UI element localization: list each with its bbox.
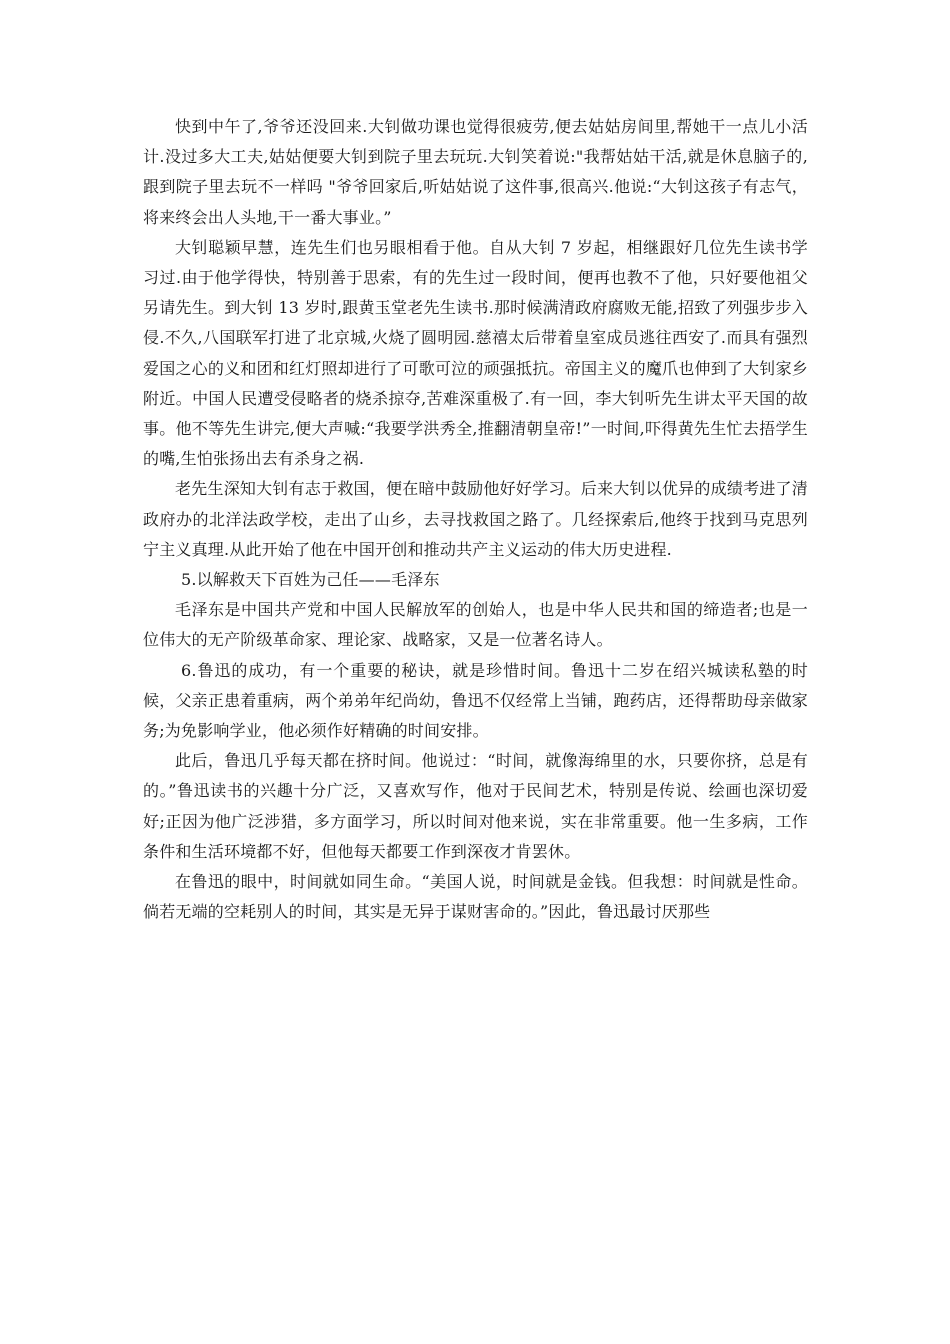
paragraph-lu-xun-squeeze-time: 此后，鲁迅几乎每天都在挤时间。他说过：“时间，就像海绵里的水，只要你挤，总是有的。”鲁迅读书的兴趣十分广泛，又喜欢写作，他对于民间艺术，特别是传说、绘画也深切爱好;正因为他广泛涉猎，多方面学习，所以时间对他来说，实在非常重要。他一生多病，工作条件和生活环境都不好，但他每天都要工作到深夜才肯罢休。 bbox=[143, 751, 808, 861]
paragraph-dazhao-marxism: 老先生深知大钊有志于救国，便在暗中鼓励他好好学习。后来大钊以优异的成绩考进了清政府办的北洋法政学校，走出了山乡，去寻找救国之路了。几经探索后,他终于找到马克思列宁主义真理.从此开始了他在中国开创和推动共产主义运动的伟大历史进程. bbox=[143, 479, 808, 559]
paragraph-mao-zedong: 毛泽东是中国共产党和中国人民解放军的创始人，也是中华人民共和国的缔造者;也是一位伟大的无产阶级革命家、理论家、战略家，又是一位著名诗人。 bbox=[143, 600, 808, 650]
section-heading-mao-zedong: 5.以解救天下百姓为己任——毛泽东 bbox=[181, 570, 440, 590]
paragraph-grandpa-returns: 快到中午了,爷爷还没回来.大钊做功课也觉得很疲劳,便去姑姑房间里,帮她干一点儿小活计.没过多大工夫,姑姑便要大钊到院子里去玩玩.大钊笑着说:"我帮姑姑干活,就是休息脑子的,跟到院子里去玩不一样吗 "爷爷回家后,听姑姑说了这件事,很高兴.他说:“大钊这孩子有志气，将来终会出人头地,干一番大事业。” bbox=[143, 117, 808, 227]
paragraph-lu-xun-time-is-life: 在鲁迅的眼中，时间就如同生命。“美国人说，时间就是金钱。但我想：时间就是性命。倘若无端的空耗别人的时间，其实是无异于谋财害命的。”因此，鲁迅最讨厌那些 bbox=[143, 872, 808, 922]
paragraph-dazhao-childhood: 大钊聪颖早慧，连先生们也另眼相看于他。自从大钊 7 岁起，相继跟好几位先生读书学习过.由于他学得快，特别善于思索，有的先生过一段时间，便再也教不了他，只好要他祖父另请先生。到大钊 13 岁时,跟黄玉堂老先生读书.那时候满清政府腐败无能,招致了列强步步入侵.不久,八国联军打进了北京城,火烧了圆明园.慈禧太后带着皇室成员逃往西安了.而具有强烈爱国之心的义和团和红灯照却进行了可歌可泣的顽强抵抗。帝国主义的魔爪也伸到了大钊家乡附近。中国人民遭受侵略者的烧杀掠夺,苦难深重极了.有一回，李大钊听先生讲太平天国的故事。他不等先生讲完,便大声喊:“我要学洪秀全,推翻清朝皇帝!”一时间,吓得黄先生忙去捂学生的嘴,生怕张扬出去有杀身之祸. bbox=[143, 237, 808, 469]
document-body bbox=[143, 112, 808, 927]
paragraph-lu-xun-secret: 6.鲁迅的成功，有一个重要的秘诀，就是珍惜时间。鲁迅十二岁在绍兴城读私塾的时候，父亲正患着重病，两个弟弟年纪尚幼，鲁迅不仅经常上当铺，跑药店，还得帮助母亲做家务;为免影响学业，他必须作好精确的时间安排。 bbox=[143, 660, 808, 741]
